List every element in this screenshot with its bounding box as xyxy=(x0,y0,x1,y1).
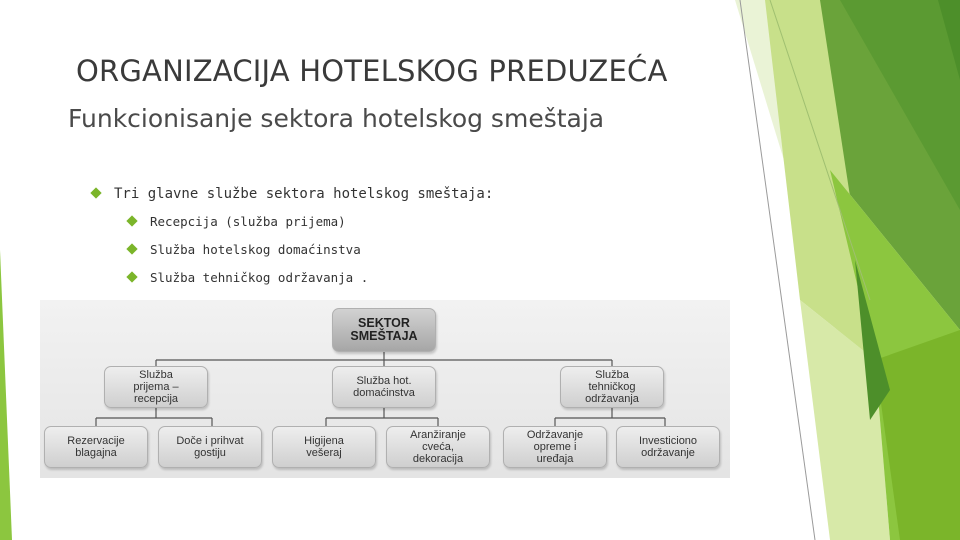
org-node-higijena: Higijena vešeraj xyxy=(272,426,376,468)
org-node-odrzavanje-opreme: Održavanje opreme i uređaja xyxy=(503,426,607,468)
org-node-sektor-smestaja: SEKTOR SMEŠTAJA xyxy=(332,308,436,352)
org-node-rezervacije: Rezervacije blagajna xyxy=(44,426,148,468)
org-node-sluzba-tehnickog-odrzavanja: Služba tehničkog održavanja xyxy=(560,366,664,408)
slide-subtitle: Funkcionisanje sektora hotelskog smeštaja xyxy=(68,104,605,133)
org-node-doce-i-prihvat: Doče i prihvat gostiju xyxy=(158,426,262,468)
org-node-sluzba-domacinstva: Služba hot. domaćinstva xyxy=(332,366,436,408)
bullet-main-text: Tri glavne službe sektora hotelskog smeštaja: xyxy=(114,186,494,202)
org-node-aranziranje: Aranžiranje cveća, dekoracija xyxy=(386,426,490,468)
bullet-sub-text: Služba hotelskog domaćinstva xyxy=(150,242,361,257)
bullet-sub-text: Služba tehničkog održavanja . xyxy=(150,270,369,285)
org-node-investiciono-odrzavanje: Investiciono održavanje xyxy=(616,426,720,468)
org-node-sluzba-prijema: Služba prijema – recepcija xyxy=(104,366,208,408)
bullet-sub-text: Recepcija (služba prijema) xyxy=(150,214,346,229)
slide-title: ORGANIZACIJA HOTELSKOG PREDUZEĆA xyxy=(76,54,668,88)
